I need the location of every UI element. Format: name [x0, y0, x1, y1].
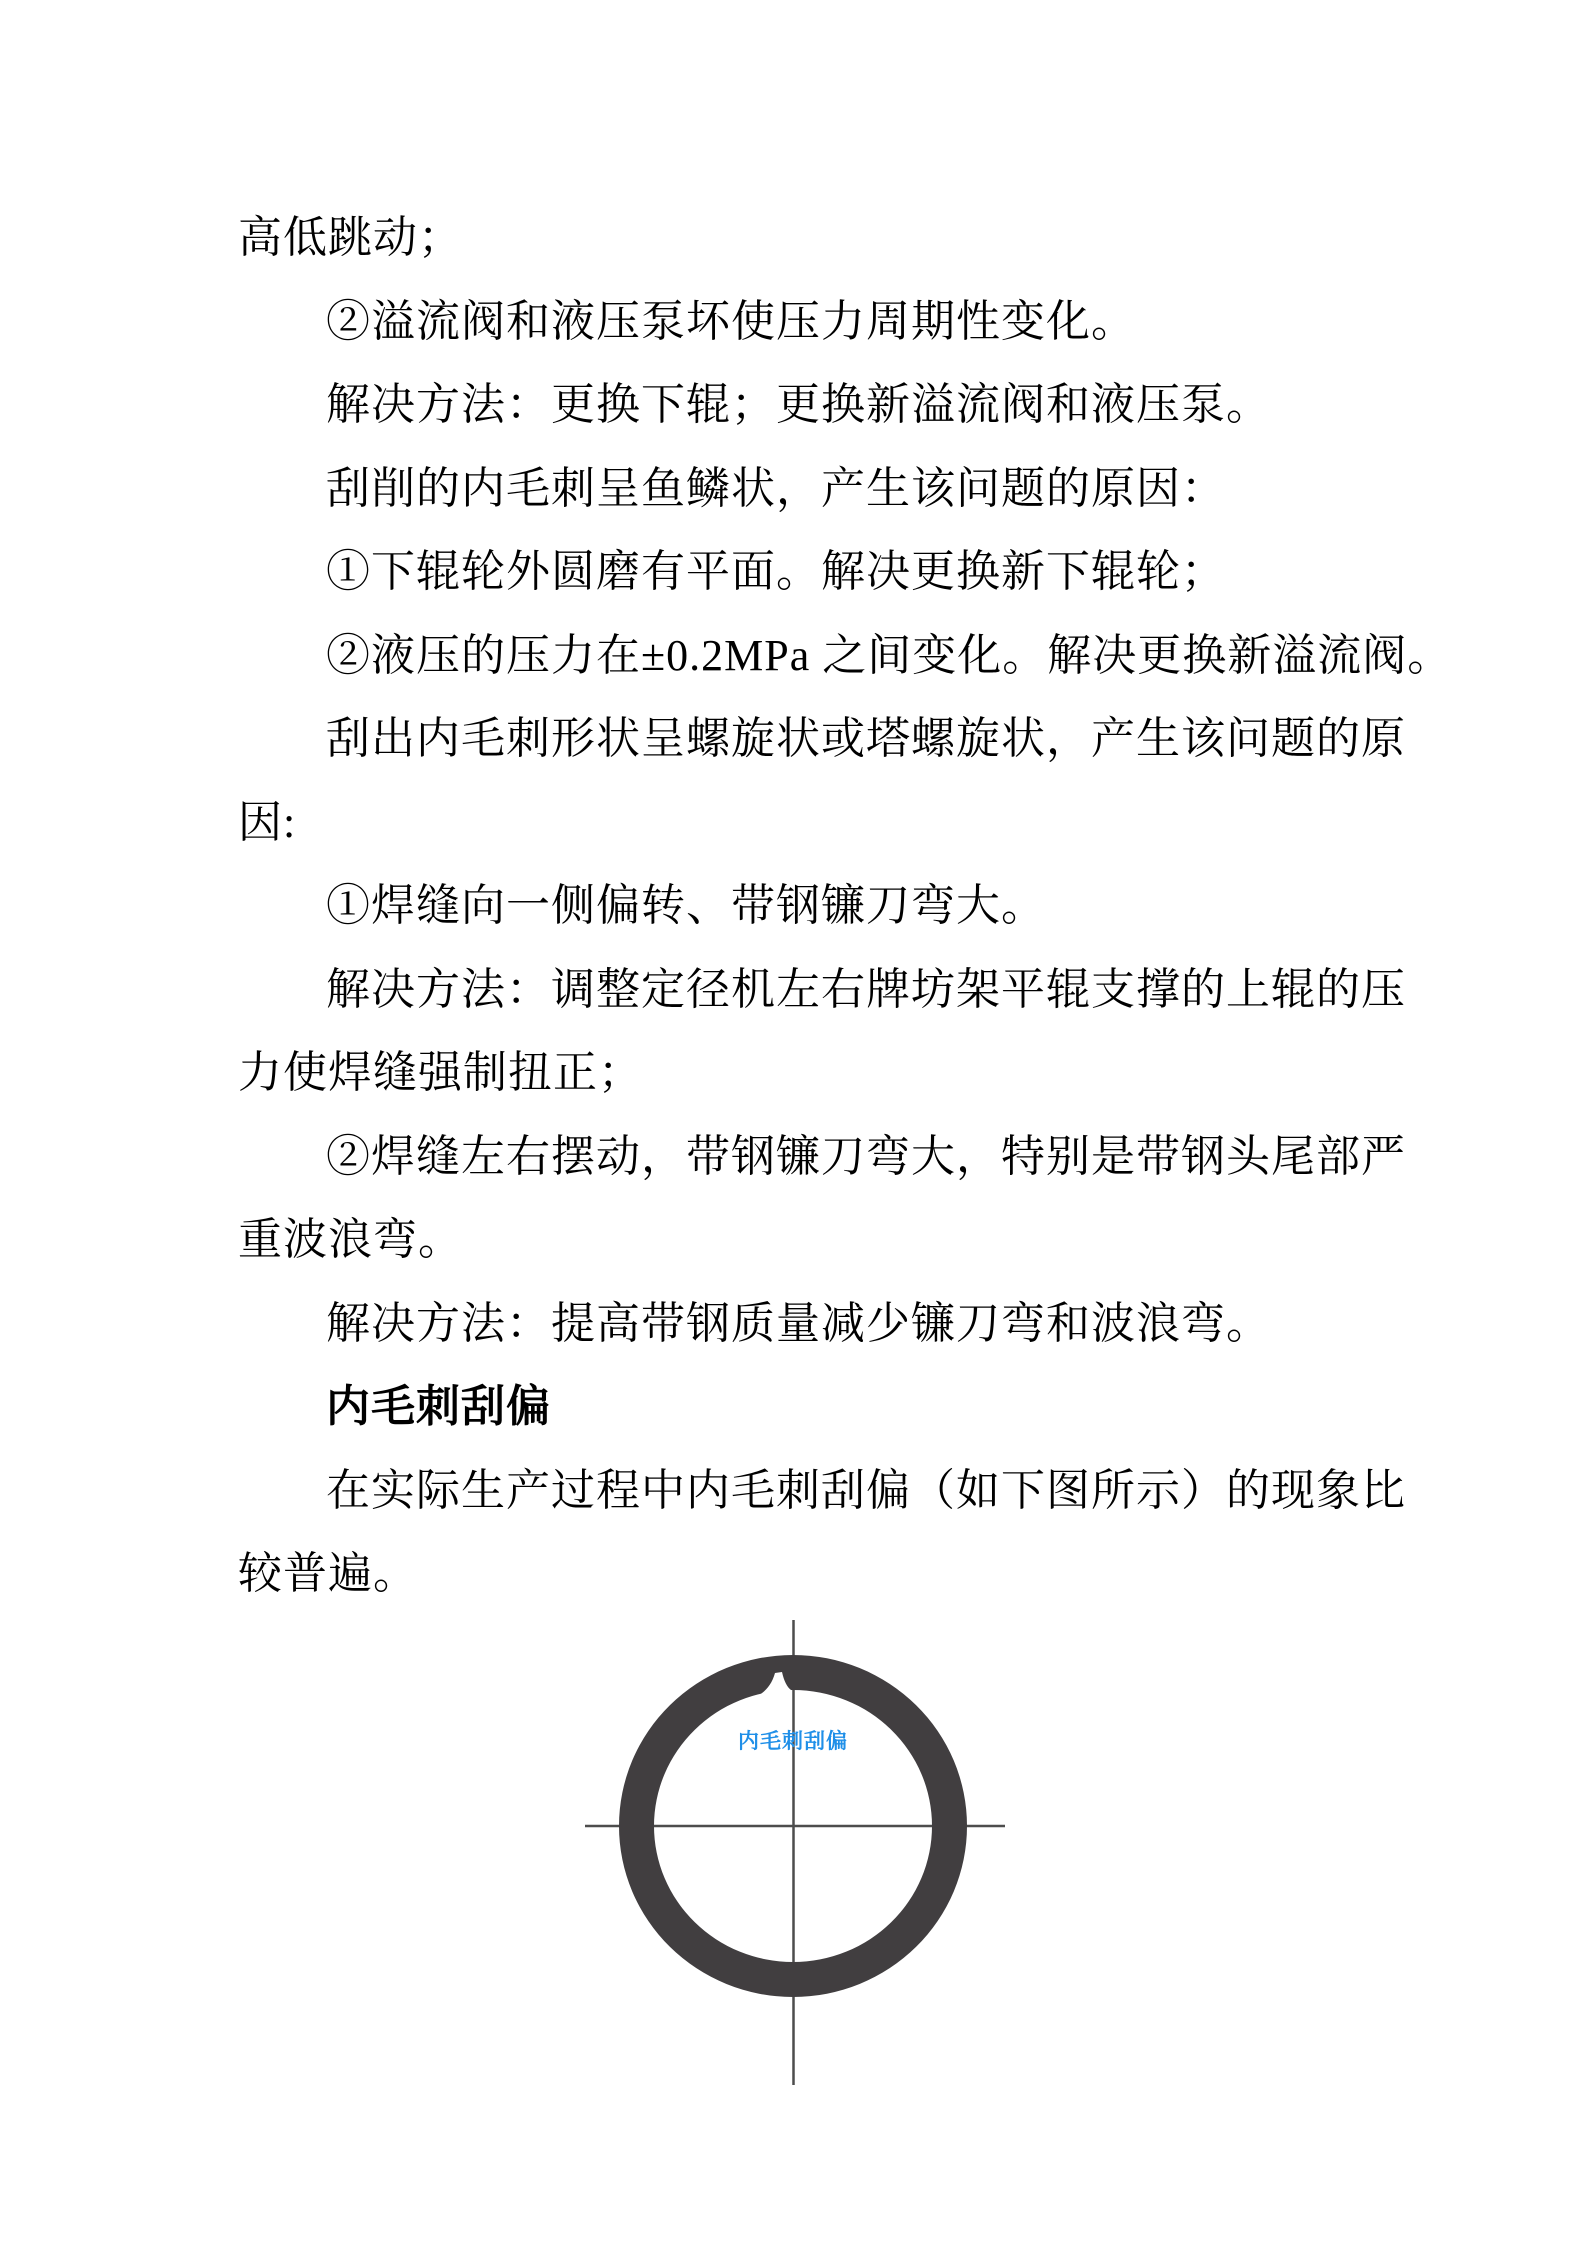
- text-line: 因:: [238, 797, 297, 847]
- text-line: 刮出内毛刺形状呈螺旋状或塔螺旋状，产生该问题的原: [326, 714, 1406, 763]
- text-line: ①下辊轮外圆磨有平面。解决更换新下辊轮；: [326, 547, 1226, 596]
- text-line: 解决方法：更换下辊；更换新溢流阀和液压泵。: [326, 380, 1271, 429]
- text-line: 重波浪弯。: [238, 1215, 463, 1264]
- text-line: 解决方法：调整定径机左右牌坊架平辊支撑的上辊的压: [326, 964, 1406, 1014]
- section-heading: 内毛刺刮偏: [326, 1382, 551, 1431]
- burr-label: 内毛刺刮偏: [738, 1730, 848, 1753]
- text-line: ①焊缝向一侧偏转、带钢镰刀弯大。: [326, 881, 1046, 930]
- text-line: 解决方法：提高带钢质量减少镰刀弯和波浪弯。: [326, 1298, 1271, 1348]
- text-line: ②溢流阀和液压泵坏使压力周期性变化。: [326, 296, 1136, 346]
- text-line: 在实际生产过程中内毛刺刮偏（如下图所示）的现象比: [326, 1465, 1406, 1515]
- text-line: 较普遍。: [238, 1549, 418, 1598]
- text-line: ②焊缝左右摆动，带钢镰刀弯大，特别是带钢头尾部严: [326, 1131, 1406, 1181]
- text-line: ②液压的压力在±0.2MPa 之间变化。解决更换新溢流阀。: [326, 630, 1453, 680]
- text-line: 刮削的内毛刺呈鱼鳞状，产生该问题的原因：: [326, 463, 1226, 513]
- text-line: 力使焊缝强制扭正；: [238, 1048, 643, 1097]
- text-line: 高低跳动；: [238, 213, 463, 262]
